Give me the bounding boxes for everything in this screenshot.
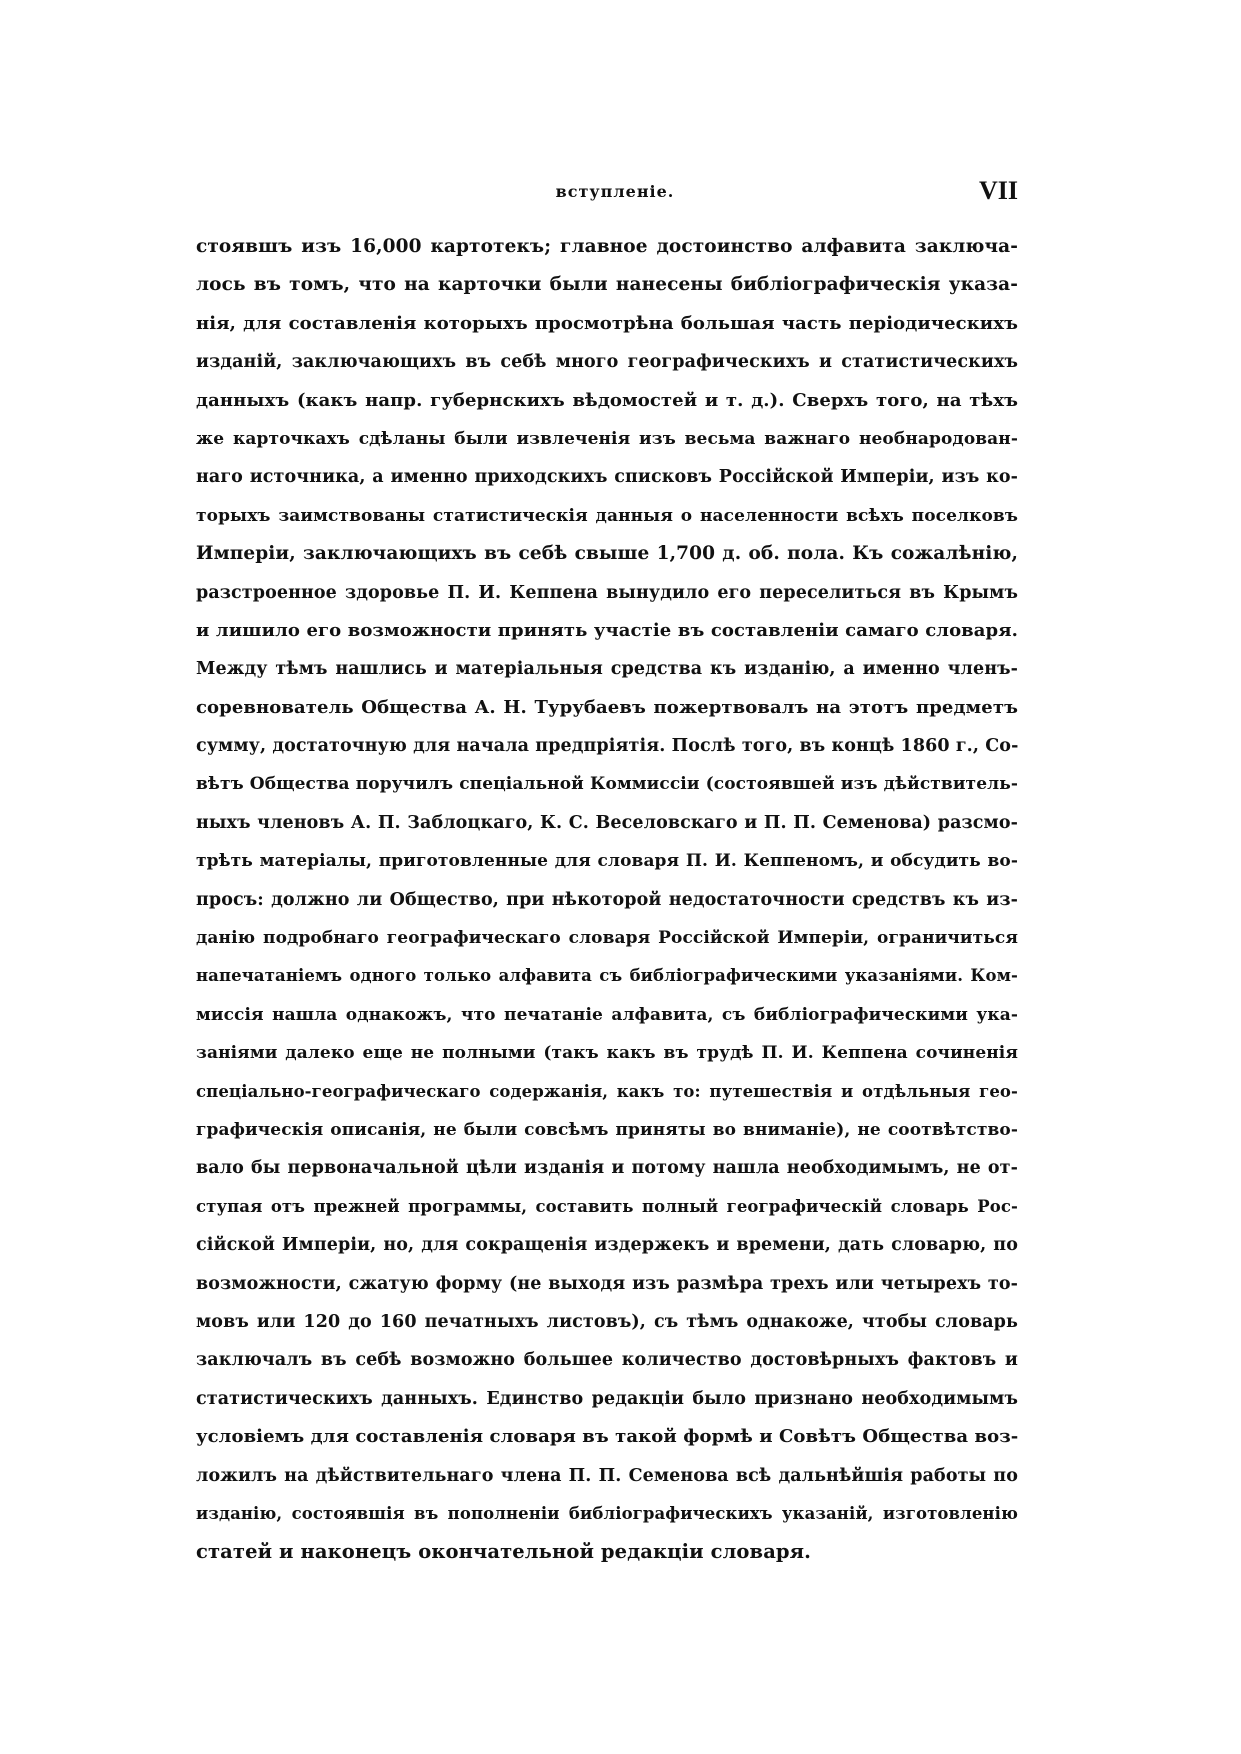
text-line: данiю подробнаго географическаго словаря Россiйской Имперiи, ограничиться [196, 928, 1018, 949]
text-line: статей и наконецъ окончательной редакцiи словаря. [196, 1540, 812, 1564]
text-line: же карточкахъ сдѣланы были извлеченiя изъ весьма важнаго необнародован- [196, 428, 1018, 449]
text-line: вѣтъ Общества поручилъ спецiальной Коммиссiи (состоявшей изъ дѣйствитель- [196, 774, 1018, 795]
body-paragraph [196, 228, 1018, 1572]
text-line: соревнователь Общества А. Н. Турубаевъ пожертвовалъ на этотъ предметъ [196, 696, 1018, 718]
text-line: спецiально-географическаго содержанiя, какъ то: путешествiя и отдѣльныя гео- [196, 1081, 1018, 1101]
text-line: нiя, для составленiя которыхъ просмотрѣна большая часть перiодическихъ [196, 312, 1018, 334]
text-line: Имперiи, заключающихъ въ себѣ свыше 1,700 д. об. пола. Къ сожалѣнiю, [196, 543, 1018, 565]
text-line: просъ: должно ли Общество, при нѣкоторой недостаточности средствъ къ из- [196, 889, 1018, 910]
text-line: занiями далеко еще не полными (такъ какъ въ трудѣ П. И. Кеппена сочиненiя [196, 1043, 1018, 1064]
text-line: вало бы первоначальной цѣли изданiя и потому нашла необходимымъ, не от- [196, 1158, 1018, 1179]
text-line: торыхъ заимствованы статистическiя данныя о населенности всѣхъ поселковъ [196, 505, 1018, 526]
text-line: статистическихъ данныхъ. Единство редакцiи было признано необходимымъ [196, 1388, 1018, 1409]
text-line: заключалъ въ себѣ возможно большее количество достовѣрныхъ фактовъ и [196, 1350, 1018, 1371]
text-line: стоявшъ изъ 16,000 картотекъ; главное достоинство алфавита заключа- [196, 236, 1018, 257]
text-line: изданiй, заключающихъ въ себѣ много географическихъ и статистическихъ [196, 352, 1018, 373]
text-line: Между тѣмъ нашлись и матерiальныя средства къ изданiю, а именно членъ- [196, 659, 1018, 680]
text-line: возможности, сжатую форму (не выходя изъ размѣра трехъ или четырехъ то- [196, 1273, 1018, 1294]
text-line: и лишило его возможности принять участiе въ составленiи самаго словаря. [196, 619, 1018, 641]
text-line: трѣть матерiалы, приготовленные для словаря П. И. Кеппеномъ, и обсудить во- [196, 851, 1018, 872]
text-line: наго источника, а именно приходскихъ списковъ Россiйской Имперiи, изъ ко- [196, 467, 1018, 488]
text-line: графическiя описанiя, не были совсѣмъ приняты во вниманiе), не соотвѣтство- [196, 1119, 1018, 1140]
text-line: изданiю, состоявшiя въ пополненiи библiографическихъ указанiй, изготовленiю [196, 1503, 1018, 1523]
text-line: ныхъ членовъ А. П. Заблоцкаго, К. С. Веселовскаго и П. П. Семенова) разсмо- [196, 812, 1018, 833]
text-line: мовъ или 120 до 160 печатныхъ листовъ), съ тѣмъ однакоже, чтобы словарь [196, 1311, 1018, 1332]
text-line: напечатанiемъ одного только алфавита съ библiографическими указанiями. Ком- [196, 966, 1018, 986]
running-title: вступленiе. [555, 182, 675, 201]
text-line: сiйской Имперiи, но, для сокращенiя издержекъ и времени, дать словарю, по [196, 1235, 1018, 1256]
text-line: лось въ томъ, что на карточки были нанесены библiографическiя указа- [196, 274, 1018, 296]
text-line: сумму, достаточную для начала предпрiятiя. Послѣ того, въ концѣ 1860 г., Со- [196, 736, 1019, 757]
page-number: VII [978, 176, 1018, 205]
page-header [196, 176, 1018, 212]
text-line: условiемъ для составленiя словаря въ такой формѣ и Совѣтъ Общества воз- [196, 1426, 1019, 1448]
text-line: ложилъ на дѣйствительнаго члена П. П. Семенова всѣ дальнѣйшiя работы по [196, 1465, 1018, 1486]
text-line: ступая отъ прежней программы, составить полный географическiй словарь Рос- [196, 1196, 1018, 1216]
text-line: разстроенное здоровье П. И. Кеппена вынудило его переселиться въ Крымъ [196, 582, 1018, 603]
text-line: миссiя нашла однакожъ, что печатанiе алфавита, съ библiографическими ука- [196, 1004, 1018, 1025]
text-line: данныхъ (какъ напр. губернскихъ вѣдомостей и т. д.). Сверхъ того, на тѣхъ [196, 389, 1018, 411]
